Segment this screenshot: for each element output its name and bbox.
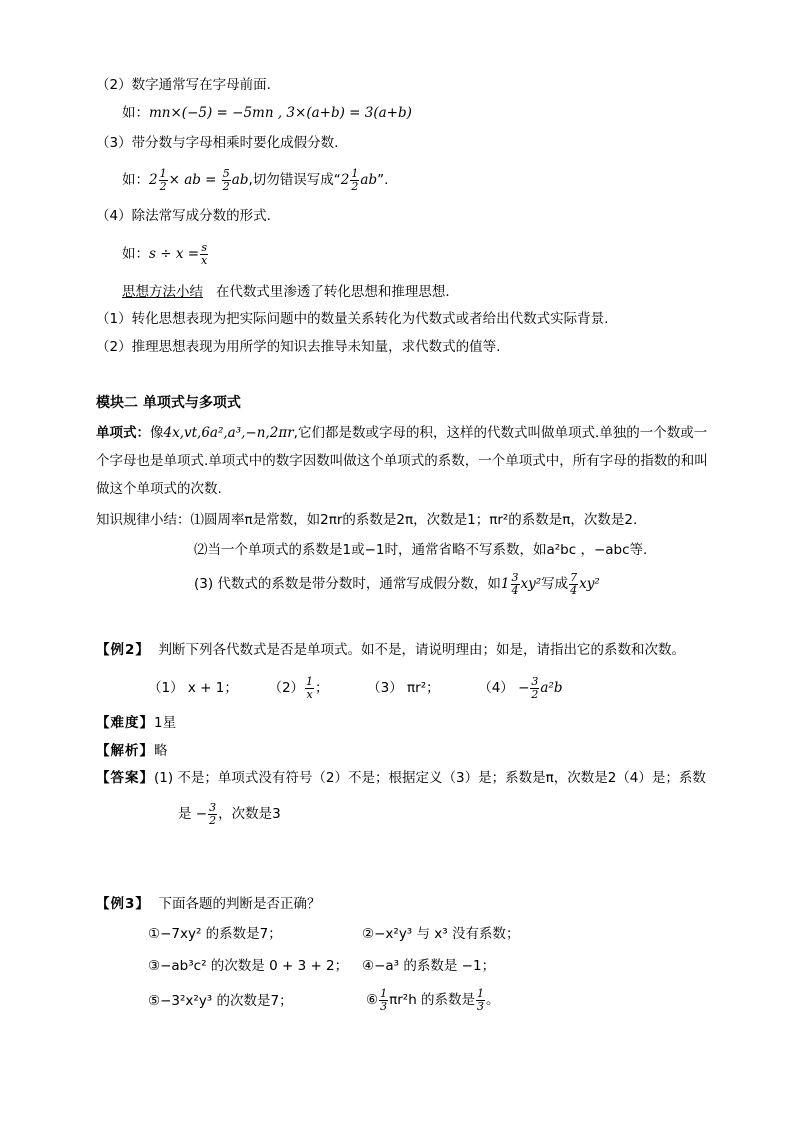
- rule-summary-2: ⑵当一个单项式的系数是1或−1时，通常省略不写系数，如a²bc ，−abc等.: [194, 542, 648, 558]
- example-prefix: 如：: [122, 172, 149, 188]
- example-3-question: 【例3】 下面各题的判断是否正确？: [96, 896, 321, 912]
- option-1: （1） x + 1；: [148, 680, 238, 696]
- fraction: $\frac{3}{2}$: [209, 800, 217, 827]
- analysis-label: 【解析】: [96, 743, 154, 759]
- fraction: $\frac{1}{2}$: [351, 166, 359, 193]
- thinking-point-2: （2）推理思想表现为用所学的知识去推导未知量，求代数式的值等.: [96, 339, 501, 355]
- rule-item-3-example: 如：2 $\frac{1}{2}$ × ab = $\frac{5}{2}$ ab,切勿错误写成“2 $\frac{1}{2}$ ab”.: [122, 166, 389, 193]
- module-title: 模块二 单项式与多项式: [96, 395, 241, 411]
- option-2: （2） $\frac{1}{x}$ ；: [268, 674, 329, 701]
- fraction: $\frac{7}{4}$: [570, 570, 578, 597]
- analysis-value: 略: [154, 743, 168, 759]
- example-3-item-3: ③−ab³c² 的次数是 0 + 3 + 2；: [148, 958, 349, 974]
- rule-item-2-example: 如：mn×(−5) = −5mn , 3×(a+b) = 3(a+b): [122, 105, 412, 121]
- difficulty-row: [96, 713, 176, 733]
- example-label: 【例3】: [96, 896, 150, 912]
- thinking-title: 思想方法小结: [122, 284, 203, 300]
- math-expression: 4x,vt,6a²,a³,−n,2πr: [163, 425, 294, 441]
- fraction: $\frac{s}{x}$: [201, 240, 208, 267]
- rule-item-4: （4）除法常写成分数的形式.: [96, 208, 271, 224]
- math-expression: 3×(a+b) = 3(a+b): [286, 105, 412, 121]
- example-3-item-1: ①−7xy² 的系数是7；: [148, 926, 282, 942]
- rule-item-3: （3）带分数与字母相乘时要化成假分数.: [96, 135, 339, 151]
- example-2-options: [148, 672, 563, 704]
- thinking-point-1: （1）转化思想表现为把实际问题中的数量关系转化为代数式或者给出代数式实际背景.: [96, 311, 609, 327]
- analysis-row: [96, 741, 168, 761]
- definition-line-2: 个字母也是单项式.单项式中的数字因数叫做这个单项式的系数，一个单项式中，所有字母的指数的和叫: [96, 453, 708, 469]
- answer-label: 【答案】: [96, 770, 154, 786]
- option-4: （4） − $\frac{3}{2}$ a²b: [478, 674, 563, 701]
- option-3: （3） πr²；: [367, 680, 440, 696]
- rule-summary-label: 知识规律小结：: [96, 512, 191, 528]
- example-prefix: 如：: [122, 105, 149, 121]
- example-3-item-2: ②−x²y³ 与 x³ 没有系数；: [362, 926, 520, 942]
- fraction: $\frac{1}{2}$: [159, 166, 167, 193]
- mixed-number-whole: 2: [149, 172, 158, 188]
- fraction: $\frac{3}{2}$: [531, 674, 539, 701]
- definition-line-3: 做这个单项式的次数.: [96, 481, 222, 497]
- definition-label: 单项式：: [96, 425, 150, 441]
- example-3-item-5: ⑤−3²x²y³ 的次数是7；: [148, 993, 293, 1009]
- fraction: $\frac{1}{x}$: [306, 674, 314, 701]
- example-3-item-4: ④−a³ 的系数是 −1；: [362, 958, 496, 974]
- fraction: $\frac{1}{3}$: [477, 986, 485, 1013]
- fraction: $\frac{3}{4}$: [511, 570, 519, 597]
- rule-summary-3: (3) 代数式的系数是带分数时，通常写成假分数，如1 $\frac{3}{4}$ xy²写成 $\frac{7}{4}$ xy²: [194, 570, 600, 597]
- fraction: $\frac{1}{3}$: [380, 986, 388, 1013]
- difficulty-value: 1星: [154, 715, 177, 731]
- definition-line-1: 单项式：像4x,vt,6a²,a³,−n,2πr,它们都是数或字母的积，这样的代数式叫做单项式.单独的一个数或一: [96, 425, 708, 441]
- rule-item-4-example: 如：s ÷ x = $\frac{s}{x}$: [122, 240, 208, 267]
- answer-row-2: 是 − $\frac{3}{2}$ ，次数是3: [178, 800, 281, 827]
- example-3-item-6: ⑥ $\frac{1}{3}$ πr²h 的系数是 $\frac{1}{3}$ 。: [366, 986, 500, 1013]
- fraction: $\frac{5}{2}$: [222, 166, 230, 193]
- rule-item-2: （2）数字通常写在字母前面.: [96, 77, 271, 93]
- example-label: 【例2】: [96, 642, 150, 658]
- rule-summary-1: 知识规律小结：⑴圆周率π是常数，如2πr的系数是2π，次数是1；πr²的系数是π，次数是2.: [96, 512, 638, 528]
- thinking-summary: [122, 282, 450, 302]
- difficulty-label: 【难度】: [96, 715, 154, 731]
- thinking-text: 在代数式里渗透了转化思想和推理思想.: [215, 284, 450, 300]
- example-2-question: 【例2】 判断下列各代数式是否是单项式。如不是，请说明理由；如是，请指出它的系数和次数。: [96, 642, 685, 658]
- math-expression: mn×(−5) = −5mn: [149, 105, 274, 121]
- answer-row: 【答案】(1) 不是；单项式没有符号（2）不是；根据定义（3）是；系数是π，次数是2（4）是；系数: [96, 770, 706, 786]
